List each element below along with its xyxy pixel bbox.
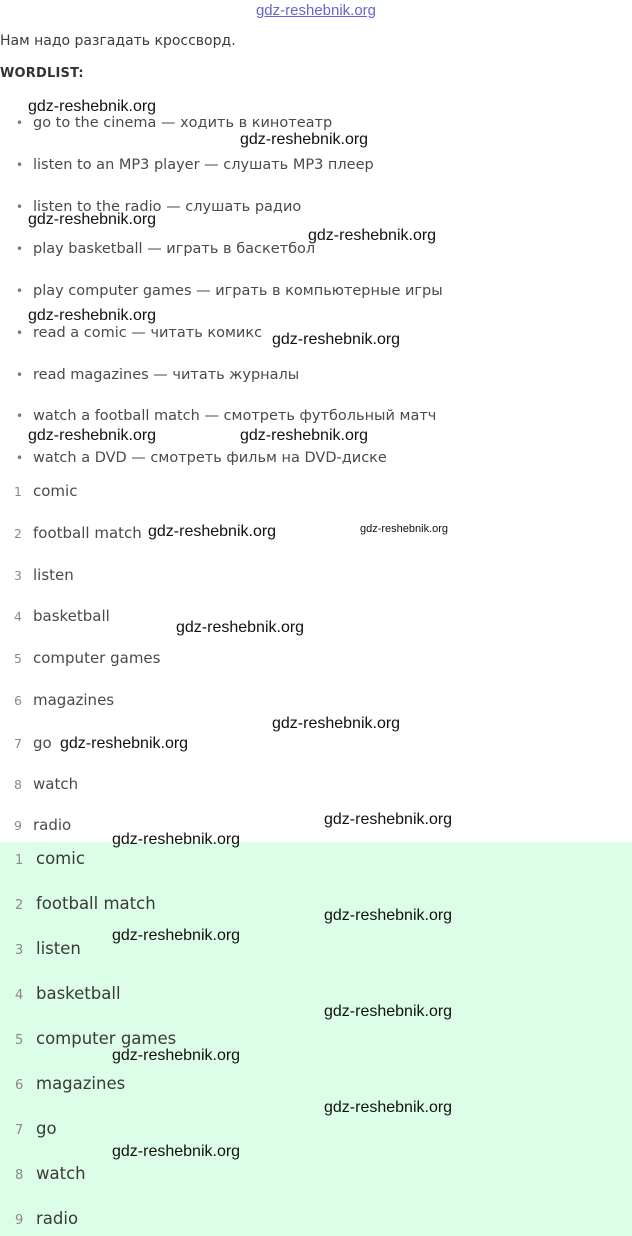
watermark: gdz-reshebnik.org <box>360 523 449 535</box>
watermark: gdz-reshebnik.org <box>272 331 401 348</box>
clue-item: 1 comic <box>14 482 78 500</box>
answer-item: 4 basketball <box>15 984 121 1003</box>
clue-item: 7 go <box>14 734 52 752</box>
wordlist-item: • go to the cinema — ходить в кинотеатр <box>16 115 333 131</box>
wordlist-item: • listen to the radio — слушать радио <box>16 199 302 215</box>
clue-item: 8 watch <box>14 775 79 793</box>
watermark: gdz-reshebnik.org <box>112 1143 241 1160</box>
bullet-icon: • <box>16 326 24 340</box>
answer-item: 6 magazines <box>15 1074 126 1093</box>
clue-item: 6 magazines <box>14 691 115 709</box>
answer-item: 7 go <box>15 1119 57 1138</box>
wordlist-item: • read a comic — читать комикс <box>16 325 263 341</box>
watermark: gdz-reshebnik.org <box>272 715 401 732</box>
bullet-icon: • <box>16 284 24 298</box>
answer-item: 5 computer games <box>15 1029 177 1048</box>
watermark: gdz-reshebnik.org <box>324 1003 453 1020</box>
bullet-icon: • <box>16 451 24 465</box>
bullet-icon: • <box>16 158 24 172</box>
watermark: gdz-reshebnik.org <box>28 307 157 324</box>
clue-item: 9 radio <box>14 816 72 834</box>
wordlist-heading: WORDLIST: <box>0 66 84 81</box>
wordlist-item: • play basketball — играть в баскетбол <box>16 241 316 257</box>
bullet-icon: • <box>16 116 24 130</box>
watermark: gdz-reshebnik.org <box>112 927 241 944</box>
clue-item: 2 football match <box>14 524 142 542</box>
bullet-icon: • <box>16 409 24 423</box>
clue-item: 3 listen <box>14 566 74 584</box>
clue-item: 5 computer games <box>14 649 161 667</box>
site-header-link[interactable]: gdz-reshebnik.org <box>255 2 377 19</box>
watermark: gdz-reshebnik.org <box>308 227 437 244</box>
answer-item: 2 football match <box>15 894 156 913</box>
bullet-icon: • <box>16 368 24 382</box>
bullet-icon: • <box>16 242 24 256</box>
watermark: gdz-reshebnik.org <box>112 831 241 848</box>
watermark: gdz-reshebnik.org <box>28 211 157 228</box>
watermark: gdz-reshebnik.org <box>60 735 189 752</box>
clue-item: 4 basketball <box>14 607 110 625</box>
watermark: gdz-reshebnik.org <box>28 98 157 115</box>
wordlist-item: • watch a football match — смотреть футбольный матч <box>16 408 437 424</box>
watermark: gdz-reshebnik.org <box>324 907 453 924</box>
watermark: gdz-reshebnik.org <box>240 131 369 148</box>
intro-text: Нам надо разгадать кроссворд. <box>0 33 236 49</box>
watermark: gdz-reshebnik.org <box>176 619 305 636</box>
watermark: gdz-reshebnik.org <box>324 811 453 828</box>
watermark: gdz-reshebnik.org <box>28 427 157 444</box>
watermark: gdz-reshebnik.org <box>112 1047 241 1064</box>
wordlist-item: • listen to an MP3 player — слушать MP3 плеер <box>16 157 374 173</box>
bullet-icon: • <box>16 200 24 214</box>
watermark: gdz-reshebnik.org <box>240 427 369 444</box>
watermark: gdz-reshebnik.org <box>324 1099 453 1116</box>
answer-item: 3 listen <box>15 939 81 958</box>
answer-item: 9 radio <box>15 1209 79 1228</box>
answer-item: 1 comic <box>15 849 85 868</box>
wordlist-item: • play computer games — играть в компьютерные игры <box>16 283 443 299</box>
wordlist-item: • watch a DVD — смотреть фильм на DVD-диске <box>16 450 387 466</box>
wordlist-item: • read magazines — читать журналы <box>16 367 300 383</box>
watermark: gdz-reshebnik.org <box>148 523 277 540</box>
answer-item: 8 watch <box>15 1164 86 1183</box>
